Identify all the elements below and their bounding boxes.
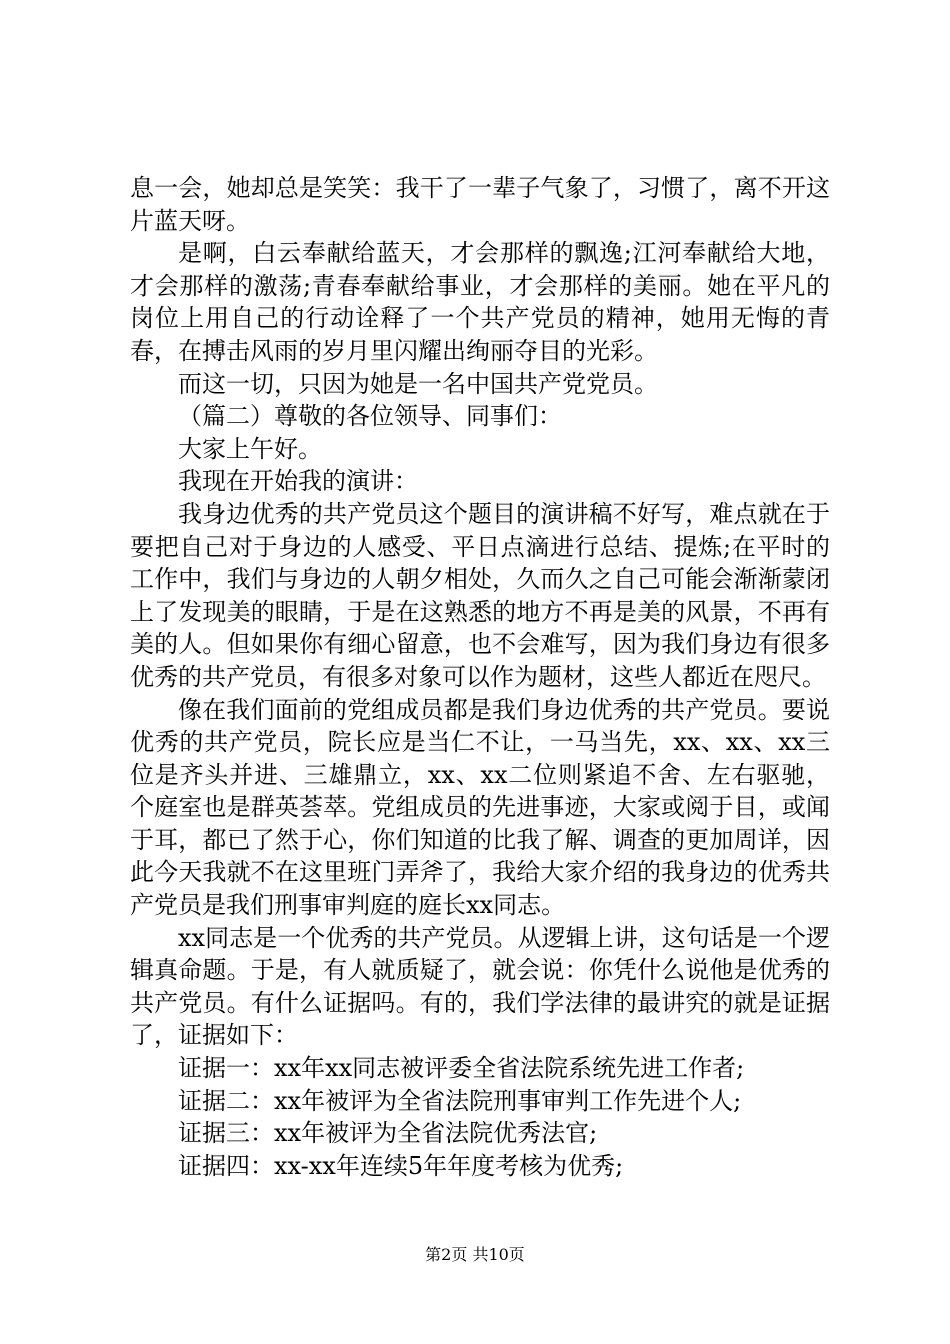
evidence-item: 证据四：xx-xx年连续5年年度考核为优秀; <box>178 1151 624 1180</box>
paragraph: 我身边优秀的共产党员这个题目的演讲稿不好写，难点就在于要把自己对于身边的人感受、平日点滴进行总结、提炼;在平时的工作中，我们与身边的人朝夕相处，久而久之自己可能会渐渐蒙闭上了发现美的眼睛，于是在这熟悉的地方不再是美的风景，不再有美的人。但如果你有细心留意，也不会难写，因为我们身边有很多优秀的共产党员，有很多对象可以作为题材，这些人都近在咫尺。 <box>130 499 830 691</box>
section-heading: （篇二）尊敬的各位领导、同事们： <box>178 402 562 431</box>
paragraph: 大家上午好。 <box>178 434 322 463</box>
paragraph: xx同志是一个优秀的共产党员。从逻辑上讲，这句话是一个逻辑真命题。于是，有人就质疑了，就会说：你凭什么说他是优秀的共产党员。有什么证据吗。有的，我们学法律的最讲究的就是证据了，证据如下： <box>130 923 830 1050</box>
evidence-item: 证据二：xx年被评为全省法院刑事审判工作先进个人; <box>178 1086 742 1115</box>
paragraph: 我现在开始我的演讲： <box>178 467 418 496</box>
page-number-footer: 第2页 共10页 <box>425 1245 525 1264</box>
paragraph: 是啊，白云奉献给蓝天，才会那样的飘逸;江河奉献给大地，才会那样的激荡;青春奉献给事业，才会那样的美丽。她在平凡的岗位上用自己的行动诠释了一个共产党员的精神，她用无悔的青春，在搏击风雨的岁月里闪耀出绚丽夺目的光彩。 <box>130 239 830 365</box>
evidence-item: 证据一：xx年xx同志被评委全省法院系统先进工作者; <box>178 1054 745 1083</box>
paragraph: 而这一切，只因为她是一名中国共产党党员。 <box>178 369 658 398</box>
evidence-item: 证据三：xx年被评为全省法院优秀法官; <box>178 1119 598 1148</box>
document-body <box>130 172 830 1182</box>
paragraph: 息一会，她却总是笑笑：我干了一辈子气象了，习惯了，离不开这片蓝天呀。 <box>130 174 830 235</box>
paragraph: 像在我们面前的党组成员都是我们身边优秀的共产党员。要说优秀的共产党员，院长应是当仁不让，一马当先，xx、xx、xx三位是齐头并进、三雄鼎立，xx、xx二位则紧追不舍、左右驱驰，个庭室也是群英荟萃。党组成员的先进事迹，大家或阅于目，或闻于耳，都已了然于心，你们知道的比我了解、调查的更加周详，因此今天我就不在这里班门弄斧了，我给大家介绍的我身边的优秀共产党员是我们刑事审判庭的庭长xx同志。 <box>130 695 830 920</box>
